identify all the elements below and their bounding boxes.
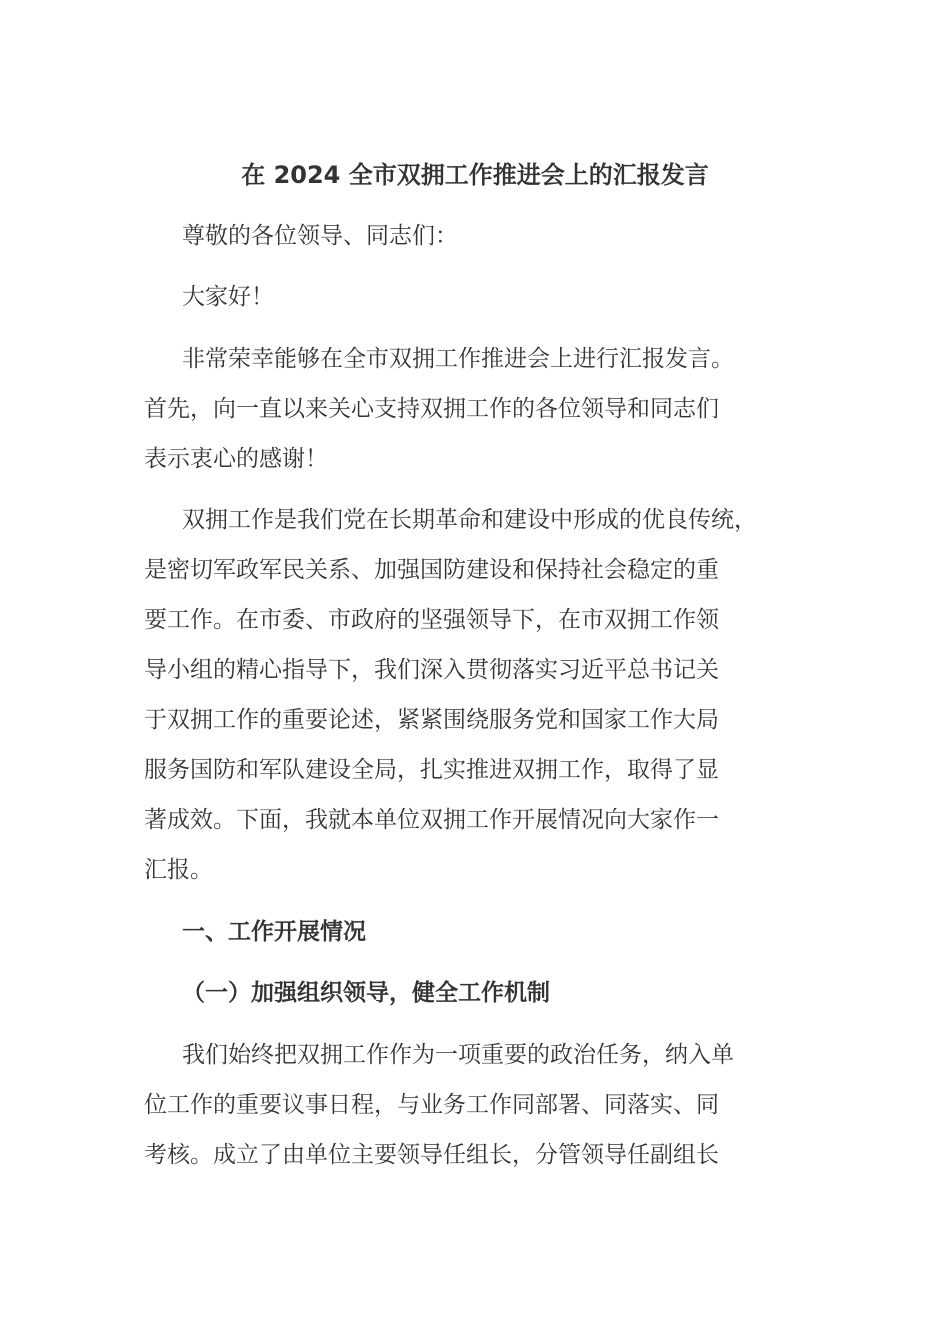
paragraph-line: 考核。成立了由单位主要领导任组长，分管领导任副组长 bbox=[144, 1142, 719, 1168]
paragraph-line: 导小组的精心指导下，我们深入贯彻落实习近平总书记关 bbox=[144, 657, 719, 683]
paragraph-line: 于双拥工作的重要论述，紧紧围绕服务党和国家工作大局 bbox=[144, 707, 719, 733]
paragraph-line: 我们始终把双拥工作作为一项重要的政治任务，纳入单 bbox=[182, 1042, 734, 1068]
section-heading: 一、工作开展情况 bbox=[182, 919, 366, 945]
document-title: 在 2024 全市双拥工作推进会上的汇报发言 bbox=[241, 161, 709, 189]
paragraph-line: 表示衷心的感谢！ bbox=[144, 446, 328, 472]
paragraph-line: 是密切军政军民关系、加强国防建设和保持社会稳定的重 bbox=[144, 557, 719, 583]
paragraph-line: 要工作。在市委、市政府的坚强领导下，在市双拥工作领 bbox=[144, 607, 719, 633]
subsection-heading: （一）加强组织领导，健全工作机制 bbox=[182, 980, 550, 1006]
paragraph-line: 服务国防和军队建设全局，扎实推进双拥工作，取得了显 bbox=[144, 757, 719, 783]
paragraph-line: 著成效。下面，我就本单位双拥工作开展情况向大家作一 bbox=[144, 807, 719, 833]
paragraph-line: 首先，向一直以来关心支持双拥工作的各位领导和同志们 bbox=[144, 396, 719, 422]
paragraph-line: 非常荣幸能够在全市双拥工作推进会上进行汇报发言。 bbox=[182, 346, 734, 372]
salutation: 尊敬的各位领导、同志们： bbox=[182, 223, 458, 249]
paragraph-line: 汇报。 bbox=[144, 857, 213, 883]
paragraph-line: 位工作的重要议事日程，与业务工作同部署、同落实、同 bbox=[144, 1092, 719, 1118]
greeting: 大家好！ bbox=[182, 284, 274, 310]
paragraph-line: 双拥工作是我们党在长期革命和建设中形成的优良传统， bbox=[182, 507, 757, 533]
